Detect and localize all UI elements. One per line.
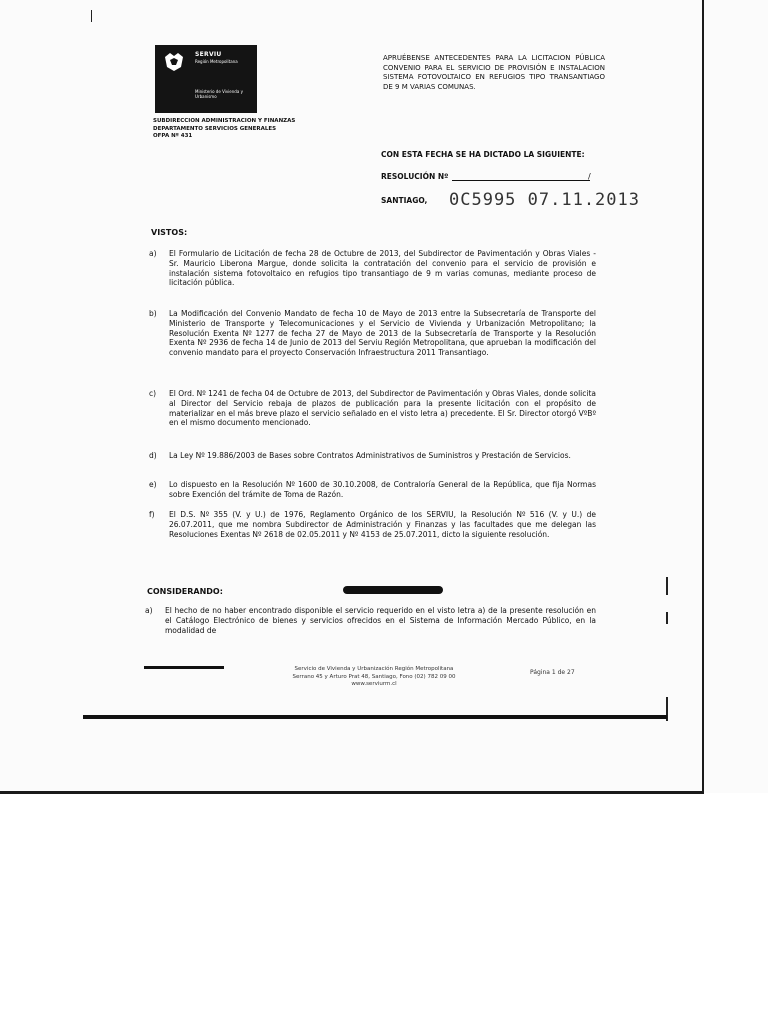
footer-line: Serrano 45 y Arturo Prat 48, Santiago, Fono (02) 782 09 00 — [292, 673, 456, 680]
scan-mark — [666, 612, 668, 624]
chile-coat-of-arms-icon — [161, 51, 187, 73]
logo-brand: SERVIU — [195, 51, 222, 58]
considerando-item — [145, 606, 596, 635]
scan-mark — [666, 577, 668, 595]
item-letter: a) — [149, 249, 157, 258]
logo-ministry: Ministerio de Vivienda y Urbanismo — [195, 89, 243, 99]
item-text: El Ord. Nº 1241 de fecha 04 de Octubre de 2013, del Subdirector de Pavimentación y Obras Viales, donde solicita al Director del Servicio rebaja de plazos de publicación para la presente licitación con el propósito de materializar en el más breve plazo el servicio señalado en el visto letra a) precedente. El Sr. Director otorgó VºBº en el mismo documento mencionado. — [169, 389, 596, 428]
item-letter: f) — [149, 510, 155, 519]
vistos-item — [149, 451, 596, 461]
item-text: El D.S. Nº 355 (V. y U.) de 1976, Reglamento Orgánico de los SERVIU, la Resolución Nº 516 (V. y U.) de 26.07.2011, que me nombra Subdirector de Administración y Finanzas y las facultades que me delegan las Resoluciones Exentas Nº 2618 de 02.05.2011 y Nº 4153 de 25.07.2011, dicto la siguiente resolución. — [169, 510, 596, 539]
vistos-item — [149, 309, 596, 358]
department-line: SUBDIRECCION ADMINISTRACION Y FINANZAS — [153, 118, 296, 124]
department-line: OFPA Nº 431 — [153, 133, 193, 139]
resolution-stamp: 0C5995 07.11.2013 — [449, 190, 640, 210]
item-text: El Formulario de Licitación de fecha 28 de Octubre de 2013, del Subdirector de Pavimentación y Obras Viales - Sr. Mauricio Liberona Margue, donde solicita la contratación del convenio para el servicio de provisión e instalación sistema fotovoltaico en refugios tipo transantiago de 9 m varias comunas, mediante proceso de licitación pública. — [169, 249, 596, 288]
department-block — [153, 118, 295, 141]
city-label: SANTIAGO, — [381, 196, 428, 205]
resolution-label: RESOLUCIÓN Nº — [381, 172, 449, 181]
footer-org — [266, 666, 482, 689]
department-line: DEPARTAMENTO SERVICIOS GENERALES — [153, 125, 277, 132]
footer-rule — [83, 715, 667, 719]
page-edge-right — [702, 0, 704, 793]
item-text: La Modificación del Convenio Mandato de fecha 10 de Mayo de 2013 entre la Subsecretaría de Transporte del Ministerio de Transporte y Telecomunicaciones y el Servicio de Vivienda y Urbanización Metropolitano; la Resolución Exenta Nº 1277 de fecha 27 de Mayo de 2013 de la Subsecretaría de Transporte y la Resolución Exenta Nº 2936 de fecha 14 de Junio de 2013 del Serviu Región Metropolitana, que aprueban la modificación del convenio mandato para el proyecto Conservación Infraestructura 2011 Transantiago. — [169, 309, 596, 358]
page-edge-bottom — [0, 791, 704, 794]
resolution-number-line — [452, 180, 590, 181]
vistos-item — [149, 249, 596, 288]
logo-region: Región Metropolitana — [195, 59, 238, 64]
redaction-mark — [343, 586, 443, 594]
resolution-slash: / — [588, 172, 591, 181]
vistos-item — [149, 480, 596, 500]
item-letter: e) — [149, 480, 157, 489]
page-number: Página 1 de 27 — [530, 669, 575, 676]
item-text: El hecho de no haber encontrado disponible el servicio requerido en el visto letra a) de la presente resolución en el Catálogo Electrónico de bienes y servicios ofrecidos en el Sistema de Información Mercado Público, en la modalidad de — [165, 606, 596, 635]
scan-mark — [91, 10, 92, 22]
dictado-line: CON ESTA FECHA SE HA DICTADO LA SIGUIENTE: — [381, 150, 585, 159]
serviu-logo — [155, 45, 257, 113]
considerando-heading: CONSIDERANDO: — [147, 587, 223, 596]
footer-bar — [144, 666, 224, 669]
item-text: La Ley Nº 19.886/2003 de Bases sobre Contratos Administrativos de Suministros y Prestación de Servicios. — [169, 451, 571, 460]
footer-line: Servicio de Vivienda y Urbanización Región Metropolitana — [294, 666, 454, 672]
vistos-item — [149, 510, 596, 539]
item-letter: a) — [145, 606, 153, 615]
vistos-heading: VISTOS: — [151, 228, 188, 237]
item-letter: b) — [149, 309, 157, 318]
item-letter: d) — [149, 451, 157, 460]
footer-line: www.serviurm.cl — [351, 681, 397, 687]
document-subject: APRUÉBENSE ANTECEDENTES PARA LA LICITACION PÚBLICA CONVENIO PARA EL SERVICIO DE PROVISIÓN E INSTALACION SISTEMA FOTOVOLTAICO EN REFUGIOS TIPO TRANSANTIAGO DE 9 M VARIAS COMUNAS. — [383, 54, 605, 91]
blank-area — [0, 793, 768, 1024]
vistos-item — [149, 389, 596, 428]
item-text: Lo dispuesto en la Resolución Nº 1600 de 30.10.2008, de Contraloría General de la República, que fija Normas sobre Exención del trámite de Toma de Razón. — [169, 480, 596, 499]
item-letter: c) — [149, 389, 157, 398]
